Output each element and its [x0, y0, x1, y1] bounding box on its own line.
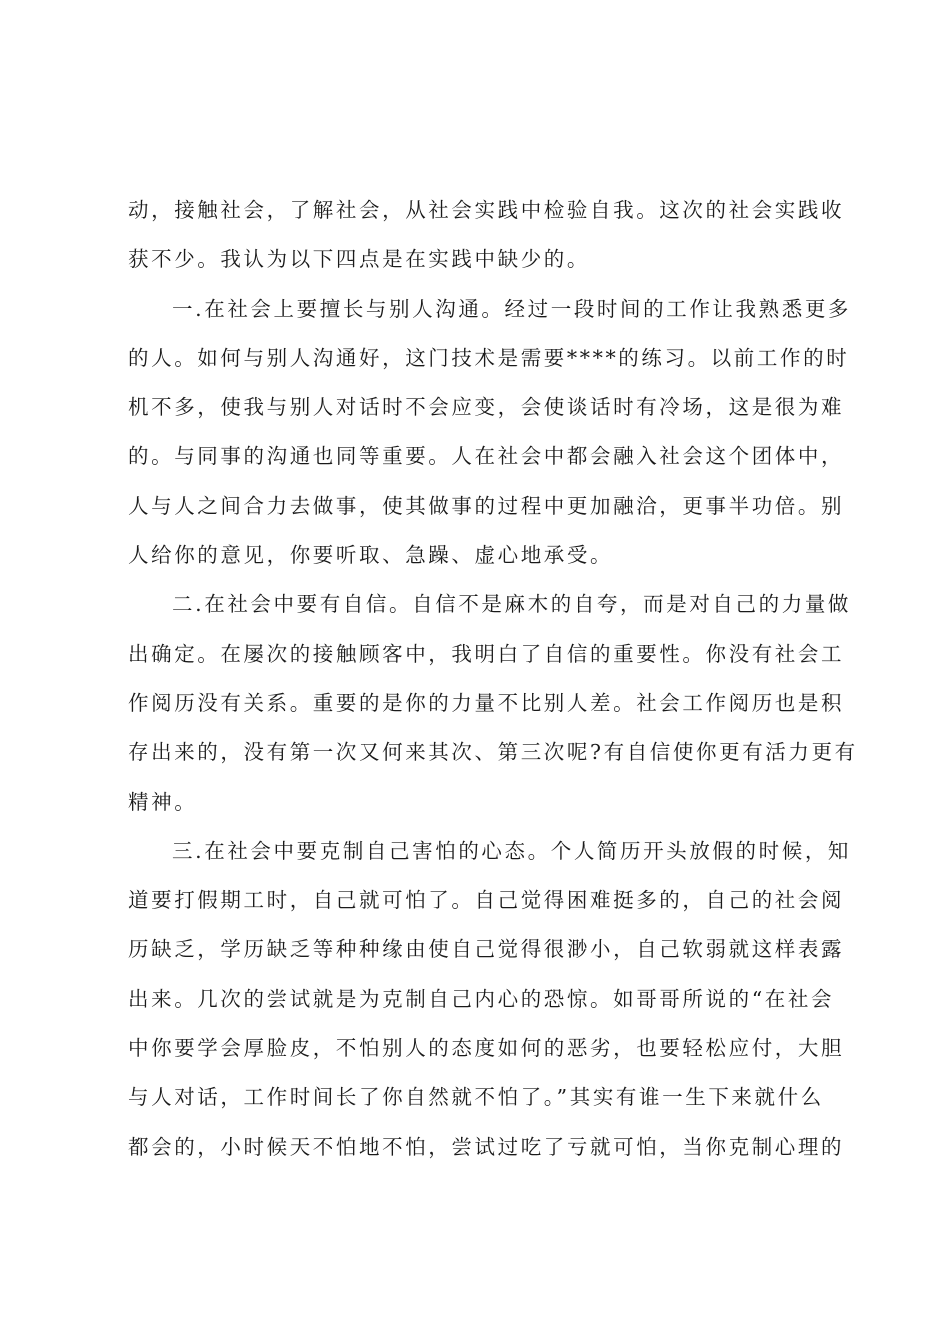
- text-line: 都会的，小时候天不怕地不怕，尝试过吃了亏就可怕，当你克制心理的: [128, 1134, 845, 1159]
- text-line: 存出来的，没有第一次又何来其次、第三次呢?有自信使你更有活力更有: [128, 740, 858, 765]
- text-line: 与人对话，工作时间长了你自然就不怕了。”其实有谁一生下来就什么: [128, 1085, 824, 1110]
- text-line: 三.在社会中要克制自己害怕的心态。个人简历开头放假的时候，知: [172, 838, 852, 863]
- text-line: 精神。: [128, 789, 198, 814]
- text-line: 出确定。在屡次的接触顾客中，我明白了自信的重要性。你没有社会工: [128, 641, 845, 666]
- text-line: 人与人之间合力去做事，使其做事的过程中更加融洽，更事半功倍。别: [128, 493, 845, 518]
- text-line: 人给你的意见，你要听取、急躁、虚心地承受。: [128, 543, 614, 568]
- text-line: 获不少。我认为以下四点是在实践中缺少的。: [128, 247, 590, 272]
- text-line: 中你要学会厚脸皮，不怕别人的态度如何的恶劣，也要轻松应付，大胆: [128, 1036, 845, 1061]
- text-line: 的。与同事的沟通也同等重要。人在社会中都会融入社会这个团体中，: [128, 444, 845, 469]
- text-line: 一.在社会上要擅长与别人沟通。经过一段时间的工作让我熟悉更多: [172, 296, 852, 321]
- text-line: 道要打假期工时，自己就可怕了。自己觉得困难挺多的，自己的社会阅: [128, 888, 845, 913]
- text-line: 的人。如何与别人沟通好，这门技术是需要****的练习。以前工作的时: [128, 345, 850, 370]
- text-line: 动，接触社会，了解社会，从社会实践中检验自我。这次的社会实践收: [128, 198, 845, 222]
- text-line: 出来。几次的尝试就是为克制自己内心的恐惊。如哥哥所说的“在社会: [128, 986, 835, 1011]
- text-line: 机不多，使我与别人对话时不会应变，会使谈话时有冷场，这是很为难: [128, 395, 845, 420]
- text-line: 作阅历没有关系。重要的是你的力量不比别人差。社会工作阅历也是积: [128, 690, 845, 715]
- text-line: 历缺乏，学历缺乏等种种缘由使自己觉得很渺小，自己软弱就这样表露: [128, 937, 845, 962]
- body-text: [128, 186, 858, 1172]
- text-line: 二.在社会中要有自信。自信不是麻木的自夸，而是对自己的力量做: [172, 592, 852, 617]
